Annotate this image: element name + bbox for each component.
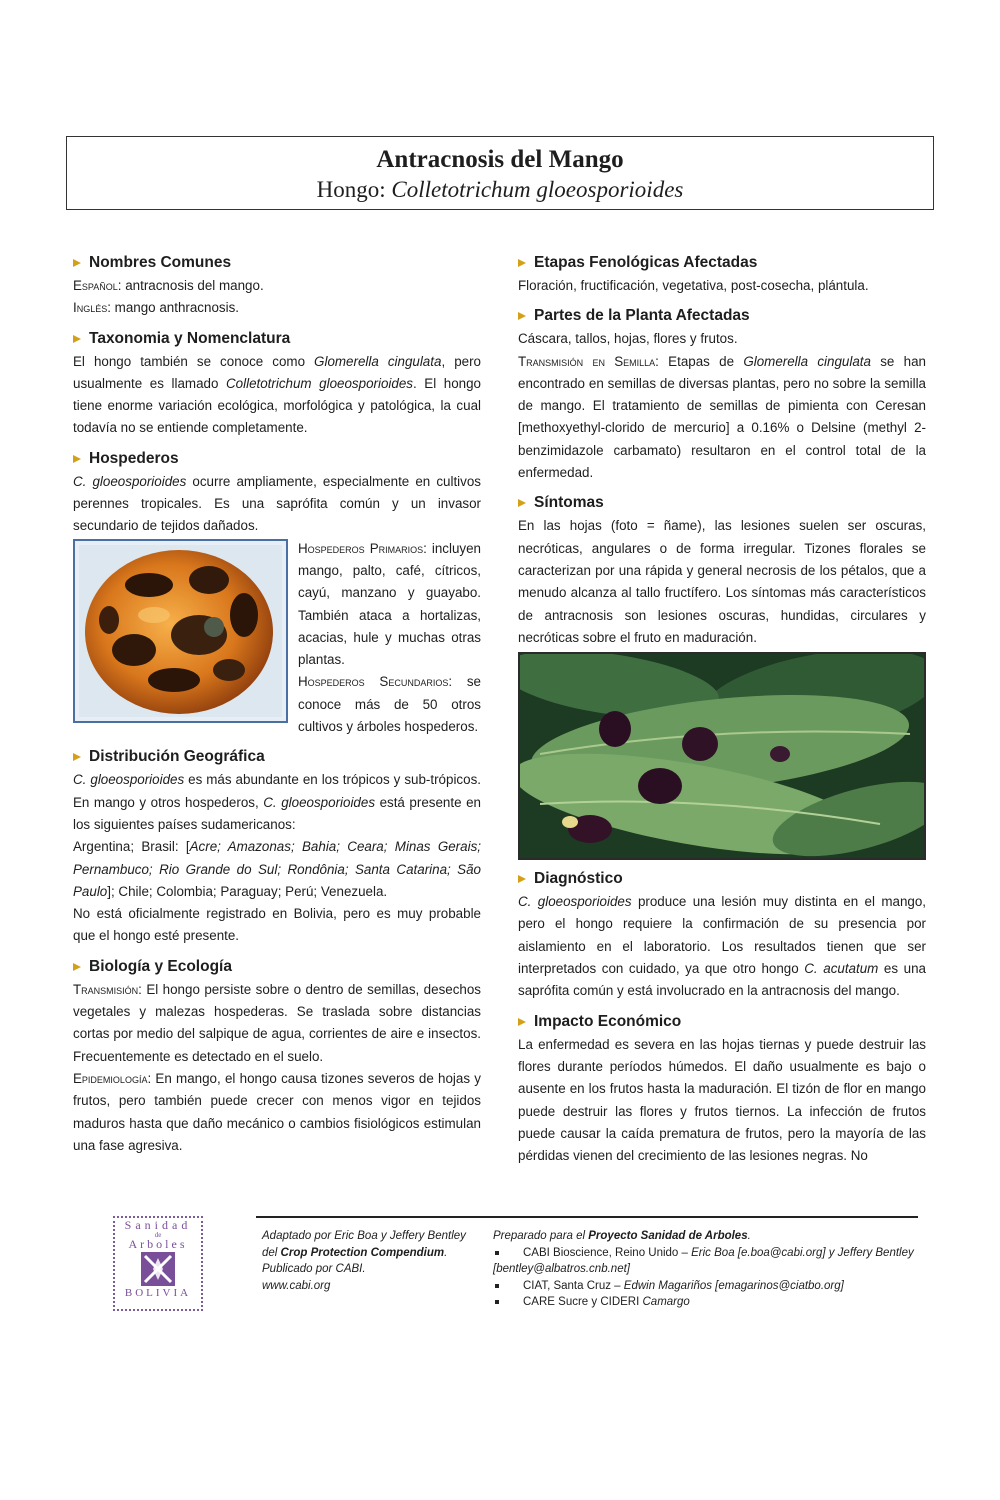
text-run: ocurre ampliamente, especialmente en cultivos perennes tropicales. Es una saprófita común y un invasor secundario de tejidos dañados. (73, 473, 481, 534)
text-run: . El hongo tiene enorme variación ecológica, morfológica y patológica, la cual todavía no se entiende completamente. (73, 375, 481, 436)
label-transmision-semilla: Transmisión en Semilla: (518, 353, 659, 369)
arrow-bullet-icon (73, 335, 81, 343)
species-name: Glomerella cingulata (314, 353, 442, 369)
leaf-lesion-illustration (520, 654, 924, 858)
leaf-lesion-photo (518, 652, 926, 860)
label-epidemiologia: Epidemiología: (73, 1070, 152, 1086)
section-heading-diagnostico (518, 868, 926, 890)
heading-text: Hospederos (89, 449, 179, 467)
text-run: ]; Chile; Colombia; Paraguay; Perú; Venezuela. (107, 883, 388, 899)
species-name: C. gloeosporioides (73, 772, 185, 788)
prepared-lead: Preparado para el (493, 1230, 589, 1242)
page-subtitle (67, 175, 933, 205)
section-heading-etapas (518, 252, 926, 274)
mango-fruit-photo (73, 539, 288, 723)
heading-text: Partes de la Planta Afectadas (534, 307, 750, 325)
partes-transmision-semilla (518, 351, 926, 485)
text-run: se conoce más de 50 otros cultivos y árboles hospederos. (298, 674, 481, 735)
logo-emblem-icon (141, 1252, 175, 1286)
contact-info: Camargo (642, 1296, 690, 1308)
org-name: CIAT, Santa Cruz – (523, 1279, 624, 1292)
logo-line-de: de (154, 1231, 162, 1239)
section-heading-biologia (73, 956, 481, 978)
species-name: C. gloeosporioides (263, 794, 376, 810)
sintomas-text: En las hojas (foto = ñame), las lesiones suelen ser oscuras, necróticas, angulares o de forma irregular. Tizones florales se caracterizan por una rápida y general necrosis de los pétalos, que a menudo alcanza al tallo fructífero. Los síntomas más característicos de antracnosis son lesiones oscuras, hundidas, circulares y necróticas sobre el fruto en maduración. (518, 518, 926, 645)
text-run: produce una lesión muy distinta en el mango, pero el hongo requiere la confirmación de su presencia por aislamiento en el laboratorio. Los resultados tienen que ser interpretados con cuidado, ya que otro hongo (518, 894, 927, 977)
subtitle-species: Colletotrichum gloeosporioides (391, 177, 684, 202)
logo-line-bolivia: BOLIVIA (124, 1287, 192, 1299)
distribucion-p2 (73, 836, 481, 903)
arrow-bullet-icon (518, 312, 526, 320)
heading-text: Etapas Fenológicas Afectadas (534, 254, 758, 271)
arrow-bullet-icon (73, 259, 81, 267)
section-heading-impacto (518, 1011, 926, 1033)
text-run: Argentina; Brasil: [ (73, 839, 190, 855)
section-heading-nombres (73, 252, 481, 274)
section-heading-partes (518, 305, 926, 327)
credit-compendium: Crop Protection Compendium (280, 1246, 445, 1259)
prepared-project: Proyecto Sanidad de Arboles (588, 1230, 748, 1242)
biologia-epidemiologia (73, 1068, 481, 1157)
credit-text: Adaptado por Eric Boa y Jeffery Bentley del (262, 1230, 466, 1259)
prepared-dot: . (747, 1230, 751, 1242)
nombres-en (73, 297, 481, 319)
diagnostico-text (518, 891, 926, 1002)
org-name: CARE Sucre y CIDERI (523, 1296, 643, 1308)
text-run: es una saprófita común y está involucrado en la antracnosis del mango. (518, 961, 926, 999)
label-secundarios: Hospederos Secundarios: (298, 674, 453, 690)
impacto-text: La enfermedad es severa en las hojas tiernas y puede destruir las flores durante períodos húmedos. El daño usualmente es bajo o ausente en los frutos hasta la maduración. El tizón de flor en mango puede destruir las flores y frutos tiernos. La infección de frutos puede causar la caída prematura de frutos, pero la mayoría de las pérdidas vienen del crecimiento de las lesiones negras. No (518, 1036, 926, 1164)
text-run: , pero usualmente es llamado (73, 353, 481, 391)
heading-text: Biología y Ecología (89, 957, 232, 975)
heading-text: Diagnóstico (534, 870, 623, 888)
contact-info: Eric Boa [e.boa@cabi.org] y Jeffery Bentley [bentley@albatros.cnb.net] (493, 1246, 914, 1275)
heading-text: Distribución Geográfica (89, 748, 265, 766)
contact-info: Edwin Magariños [emagarinos@ciatbo.org] (623, 1279, 844, 1292)
logo-line-sanidad: Sanidad (124, 1218, 192, 1232)
text-run: está presente en los siguientes países sudamericanos: (73, 794, 481, 832)
heading-text: Impacto Económico (534, 1012, 682, 1030)
subtitle-prefix: Hongo: (316, 177, 392, 202)
distribucion-p3: No está oficialmente registrado en Bolivia, pero es muy probable que el hongo esté presente. (73, 906, 481, 944)
biologia-transmision (73, 979, 481, 1068)
text-run: El hongo también se conoce como (73, 353, 315, 369)
arrow-bullet-icon (73, 753, 81, 761)
text-run: es más abundante en los trópicos y sub-trópicos. En mango y otros hospederos, (73, 772, 481, 810)
arrow-bullet-icon (73, 455, 81, 463)
section-heading-distribucion (73, 746, 481, 768)
right-column (518, 252, 926, 1167)
brazil-states: Acre; Amazonas; Bahia; Ceara; Minas Gerais; Pernambuco; Rio Grande do Sul; Rondônia; Santa Catarina; São Paulo (73, 839, 481, 899)
section-heading-hospederos (73, 448, 481, 470)
credit-url: www.cabi.org (262, 1279, 331, 1292)
heading-text: Nombres Comunes (89, 254, 232, 271)
prepared-list (493, 1245, 923, 1311)
text-run: El hongo persiste sobre o dentro de semillas, desechos vegetales y malezas hospederas. Se traslada sobre distancias cortas por medio del salpique de agua, corrientes de aire e insectos. Frecuentemente es detectado en el suelo. (73, 981, 481, 1064)
partes-text: Cáscara, tallos, hojas, flores y frutos. (518, 331, 738, 347)
section-heading-sintomas (518, 492, 926, 514)
arrow-bullet-icon (73, 963, 81, 971)
arrow-bullet-icon (518, 499, 526, 507)
footer-divider (256, 1216, 918, 1218)
page-title: Antracnosis del Mango (376, 146, 624, 173)
list-item (493, 1245, 923, 1278)
species-name: Glomerella cingulata (743, 353, 871, 369)
heading-text: Síntomas (534, 494, 604, 512)
list-item (493, 1278, 923, 1295)
label-espanol: Español: (73, 278, 122, 293)
footer-credit (262, 1228, 482, 1294)
text-run: En mango, el hongo causa tizones severos de hojas y frutos, pero también puede crecer con menos vigor en tejidos maduros hasta que daño mecánico o cambios fisiológicos estimulan una fase agresiva. (73, 1070, 481, 1153)
etapas-text: Floración, fructificación, vegetativa, post-cosecha, plántula. (518, 278, 869, 293)
sanidad-arboles-logo (113, 1216, 203, 1311)
section-heading-taxonomia (73, 328, 481, 350)
credit-text: . Publicado por CABI. (262, 1246, 448, 1275)
arrow-bullet-icon (518, 875, 526, 883)
text-run: se han encontrado en semillas de diversas plantas, pero no sobre la semilla de mango. El tratamiento de semillas de pimienta con Ceresan [methoxyethyl-clorido de mercurio] a 0.16% o Delsine (methyl 2-benzimidazole carbamato) resultaron en el control total de la enfermedad. (518, 353, 926, 481)
nombres-es (73, 275, 481, 297)
species-name: Colletotrichum gloeosporioides (226, 375, 413, 391)
species-name: C. gloeosporioides (518, 894, 632, 910)
title-box (66, 136, 934, 210)
taxonomia-text (73, 351, 481, 440)
label-ingles: Inglés: (73, 300, 111, 316)
heading-text: Taxonomia y Nomenclatura (89, 329, 291, 347)
label-primarios: Hospederos Primarios: (298, 540, 427, 556)
left-column (73, 252, 481, 1157)
prepared-line (493, 1228, 923, 1245)
species-name: C. acutatum (804, 961, 879, 977)
arrow-bullet-icon (518, 259, 526, 267)
species-name: C. gloeosporioides (73, 473, 187, 489)
logo-line-arboles: Arboles (128, 1237, 188, 1251)
hospederos-intro (73, 471, 481, 538)
text-run: incluyen mango, palto, café, cítricos, cayú, manzano y guayabo. También ataca a hortalizas, acacias, hule y muchas otras plantas. (298, 540, 481, 668)
footer-prepared (493, 1228, 923, 1311)
label-transmision: Transmisión: (73, 981, 142, 997)
arrow-bullet-icon (518, 1018, 526, 1026)
value-ingles: mango anthracnosis. (110, 300, 239, 316)
text-run: Etapas de (658, 353, 744, 369)
distribucion-p1 (73, 769, 481, 836)
value-espanol: antracnosis del mango. (121, 278, 264, 293)
mango-fruit-illustration (79, 545, 282, 717)
org-name: CABI Bioscience, Reino Unido – (523, 1246, 692, 1259)
list-item (493, 1294, 923, 1311)
